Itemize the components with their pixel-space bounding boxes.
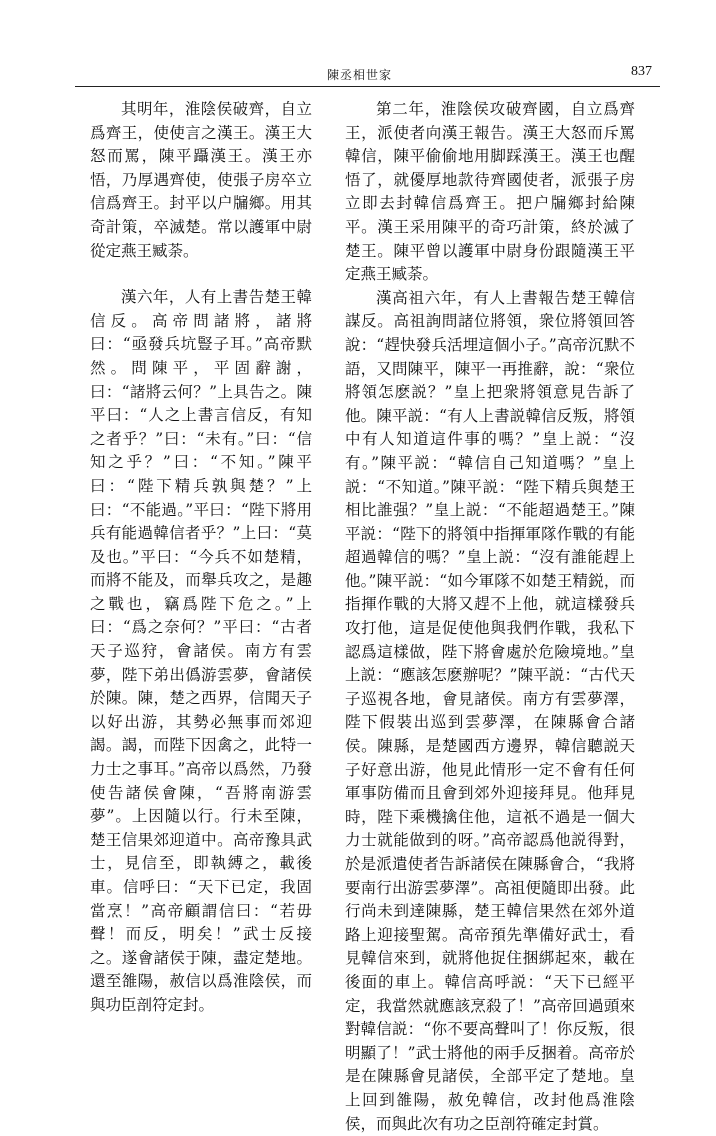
modern-translation-column: [345, 98, 635, 1136]
classical-text-column: [90, 98, 312, 1018]
classical-paragraph: 其明年，淮陰侯破齊，自立爲齊王，使使言之漢王。漢王大怒而罵，陳平躡漢王。漢王亦悟，乃厚遇齊使，使張子房卒立信爲齊王。封平以户牖鄉。用其奇計策，卒滅楚。常以護軍中尉從定燕王臧荼。: [90, 100, 312, 260]
running-header: [75, 62, 660, 84]
chapter-title: 陳丞相世家: [327, 68, 393, 82]
translation-paragraph: 第二年，淮陰侯攻破齊國，自立爲齊王，派使者向漢王報告。漢王大怒而斥罵韓信，陳平偷偷地用脚踩漢王。漢王也醒悟了，就優厚地款待齊國使者，派張子房立即去封韓信爲齊王。把户牖鄉封給陳平。漢王采用陳平的奇巧計策，終於滅了楚王。陳平曾以護軍中尉身份跟隨漢王平定燕王臧荼。: [345, 100, 635, 284]
translation-paragraph: 漢高祖六年，有人上書報告楚王韓信謀反。高祖詢問諸位將領，衆位將領回答說：“趕快發兵活埋這個小子。”高帝沉默不語，又問陳平，陳平一再推辭，說：“衆位將領怎麽説？”皇上把衆將領意見告訴了他。陳平説：“有人上書説韓信反叛，將領中有人知道這件事的嗎？”皇上説：“沒有。”陳平説：“韓信自己知道嗎？”皇上説：“不知道。”陳平説：“陛下精兵與楚王相比誰强？”皇上説：“不能超過楚王。”陳平説：“陛下的將領中指揮軍隊作戰的有能超過韓信的嗎？”皇上説：“沒有誰能趕上他。”陳平説：“如今軍隊不如楚王精鋭，而指揮作戰的大將又趕不上他，就這樣發兵攻打他，這是促使他與我們作戰，我私下認爲這樣做，陛下將會處於危險境地。”皇上説：“應該怎麽辦呢？”陳平説：“古代天子巡視各地，會見諸侯。南方有雲夢澤，陛下假裝出巡到雲夢澤，在陳縣會合諸侯。陳縣，是楚國西方邊界，韓信聽説天子好意出游，他見此情形一定不會有任何軍事防備而且會到郊外迎接拜見。他拜見時，陛下乘機擒住他，這祇不過是一個大力士就能做到的呀。”高帝認爲他説得對，於是派遣使者告訴諸侯在陳縣會合，“我將要南行出游雲夢澤”。高祖便隨即出發。此行尚未到達陳縣，楚王韓信果然在郊外道路上迎接聖駕。高帝預先準備好武士，看見韓信來到，就將他捉住捆綁起來，載在後面的車上。韓信高呼説：“天下已經平定，我當然就應該烹殺了！”高帝回過頭來對韓信説：“你不要高聲叫了！你反叛，很明顯了！”武士將他的兩手反捆着。高帝於是在陳縣會見諸侯，全部平定了楚地。皇上回到雒陽，赦免韓信，改封他爲淮陰侯，而與此次有功之臣剖符確定封賞。: [345, 288, 635, 1133]
classical-paragraph: 漢六年，人有上書告楚王韓信反。高帝問諸將，諸將曰：“亟發兵坑豎子耳。”高帝默然。問陳平，平固辭謝，曰：“諸將云何？”上具告之。陳平曰：“人之上書言信反，有知之者乎？”曰：“未有。”曰：“信知之乎？”曰：“不知。”陳平曰：“陛下精兵孰與楚？”上曰：“不能過。”平曰：“陛下將用兵有能過韓信者乎？”上曰：“莫及也。”平曰：“今兵不如楚精，而將不能及，而舉兵攻之，是趣之戰也，竊爲陛下危之。”上曰：“爲之奈何？”平曰：“古者天子巡狩，會諸侯。南方有雲夢，陛下弟出僞游雲夢，會諸侯於陳。陳，楚之西界，信聞天子以好出游，其勢必無事而郊迎謁。謁，而陛下因禽之，此特一力士之事耳。”高帝以爲然，乃發使告諸侯會陳，“吾將南游雲夢”。上因隨以行。行未至陳，楚王信果郊迎道中。高帝豫具武士，見信至，即執縛之，載後車。信呼曰：“天下已定，我固當烹！”高帝顧謂信曰：“若毋聲！而反，明矣！”武士反接之。遂會諸侯于陳，盡定楚地。還至雒陽，赦信以爲淮陰侯，而與功臣剖符定封。: [90, 288, 312, 1014]
page-number: 837: [631, 64, 652, 79]
header-rule: [75, 86, 660, 87]
